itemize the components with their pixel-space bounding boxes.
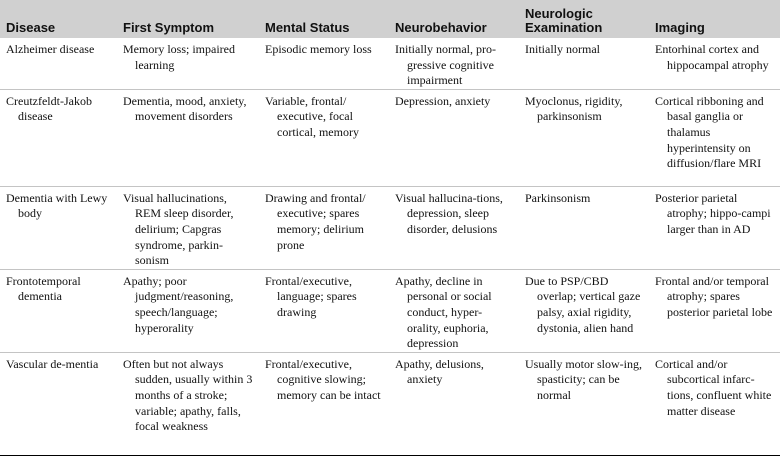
cell-imaging: Cortical ribboning and basal ganglia or thalamus hyperintensity on diffusion/flare MRI (649, 89, 780, 186)
cell-neurobehavior: Apathy, delusions, anxiety (389, 352, 519, 455)
table-row (0, 186, 780, 269)
cell-disease: Dementia with Lewy body (0, 186, 117, 269)
header-first-symptom: First Symptom (123, 20, 215, 35)
cell-first-symptom: Memory loss; impaired learning (123, 42, 235, 72)
header-imaging: Imaging (655, 20, 705, 35)
cell-neurobehavior: Depression, anxiety (389, 89, 519, 186)
cell-imaging: Cortical and/or subcortical infarc-tions, confluent white matter disease (649, 352, 780, 455)
header-neurologic-examination: Neurologic Examination (525, 6, 603, 35)
cell-neurobehavior: Apathy, decline in personal or social conduct, hyper-orality, euphoria, depression (389, 269, 519, 352)
cell-imaging: Frontal and/or temporal atrophy; spares posterior parietal lobe (649, 269, 780, 352)
cell-first-symptom: Often but not always sudden, usually within 3 months of a stroke; variable; apathy, falls, focal weakness (117, 352, 259, 455)
cell-neurobehavior: Visual hallucina-tions, depression, sleep disorder, delusions (389, 186, 519, 269)
cell-neurologic-examination: Initially normal (525, 42, 600, 56)
header-row (0, 0, 780, 38)
cell-mental-status: Frontal/executive, language; spares drawing (259, 269, 389, 352)
cell-mental-status: Drawing and frontal/ executive; spares memory; delirium prone (259, 186, 389, 269)
cell-neurologic-examination: Parkinsonism (519, 186, 649, 269)
header-neurobehavior: Neurobehavior (395, 20, 487, 35)
table-row (0, 352, 780, 455)
header-mental-status: Mental Status (265, 20, 350, 35)
cell-disease: Alzheimer disease (6, 42, 95, 56)
cell-first-symptom: Dementia, mood, anxiety, movement disorders (117, 89, 259, 186)
header-disease: Disease (6, 20, 56, 35)
cell-mental-status: Episodic memory loss (265, 42, 372, 56)
cell-mental-status: Frontal/executive, cognitive slowing; memory can be intact (259, 352, 389, 455)
cell-disease: Creutzfeldt-Jakob disease (0, 89, 117, 186)
cell-neurologic-examination: Myoclonus, rigidity, parkinsonism (519, 89, 649, 186)
table-row (0, 38, 780, 89)
cell-disease: Vascular de-mentia (0, 352, 117, 455)
cell-imaging: Posterior parietal atrophy; hippo-campi larger than in AD (649, 186, 780, 269)
cell-neurologic-examination: Due to PSP/CBD overlap; vertical gaze palsy, axial rigidity, dystonia, alien hand (519, 269, 649, 352)
table-row (0, 269, 780, 352)
cell-first-symptom: Apathy; poor judgment/reasoning, speech/language; hyperorality (117, 269, 259, 352)
cell-neurobehavior: Initially normal, pro-gressive cognitive impairment (395, 42, 496, 88)
table-row (0, 89, 780, 186)
cell-imaging: Entorhinal cortex and hippocampal atrophy (655, 42, 769, 72)
cell-disease: Frontotemporal dementia (0, 269, 117, 352)
cell-neurologic-examination: Usually motor slow-ing, spasticity; can be normal (519, 352, 649, 455)
cell-mental-status: Variable, frontal/ executive, focal cortical, memory (259, 89, 389, 186)
cell-first-symptom: Visual hallucinations, REM sleep disorder, delirium; Capgras syndrome, parkin-sonism (117, 186, 259, 269)
